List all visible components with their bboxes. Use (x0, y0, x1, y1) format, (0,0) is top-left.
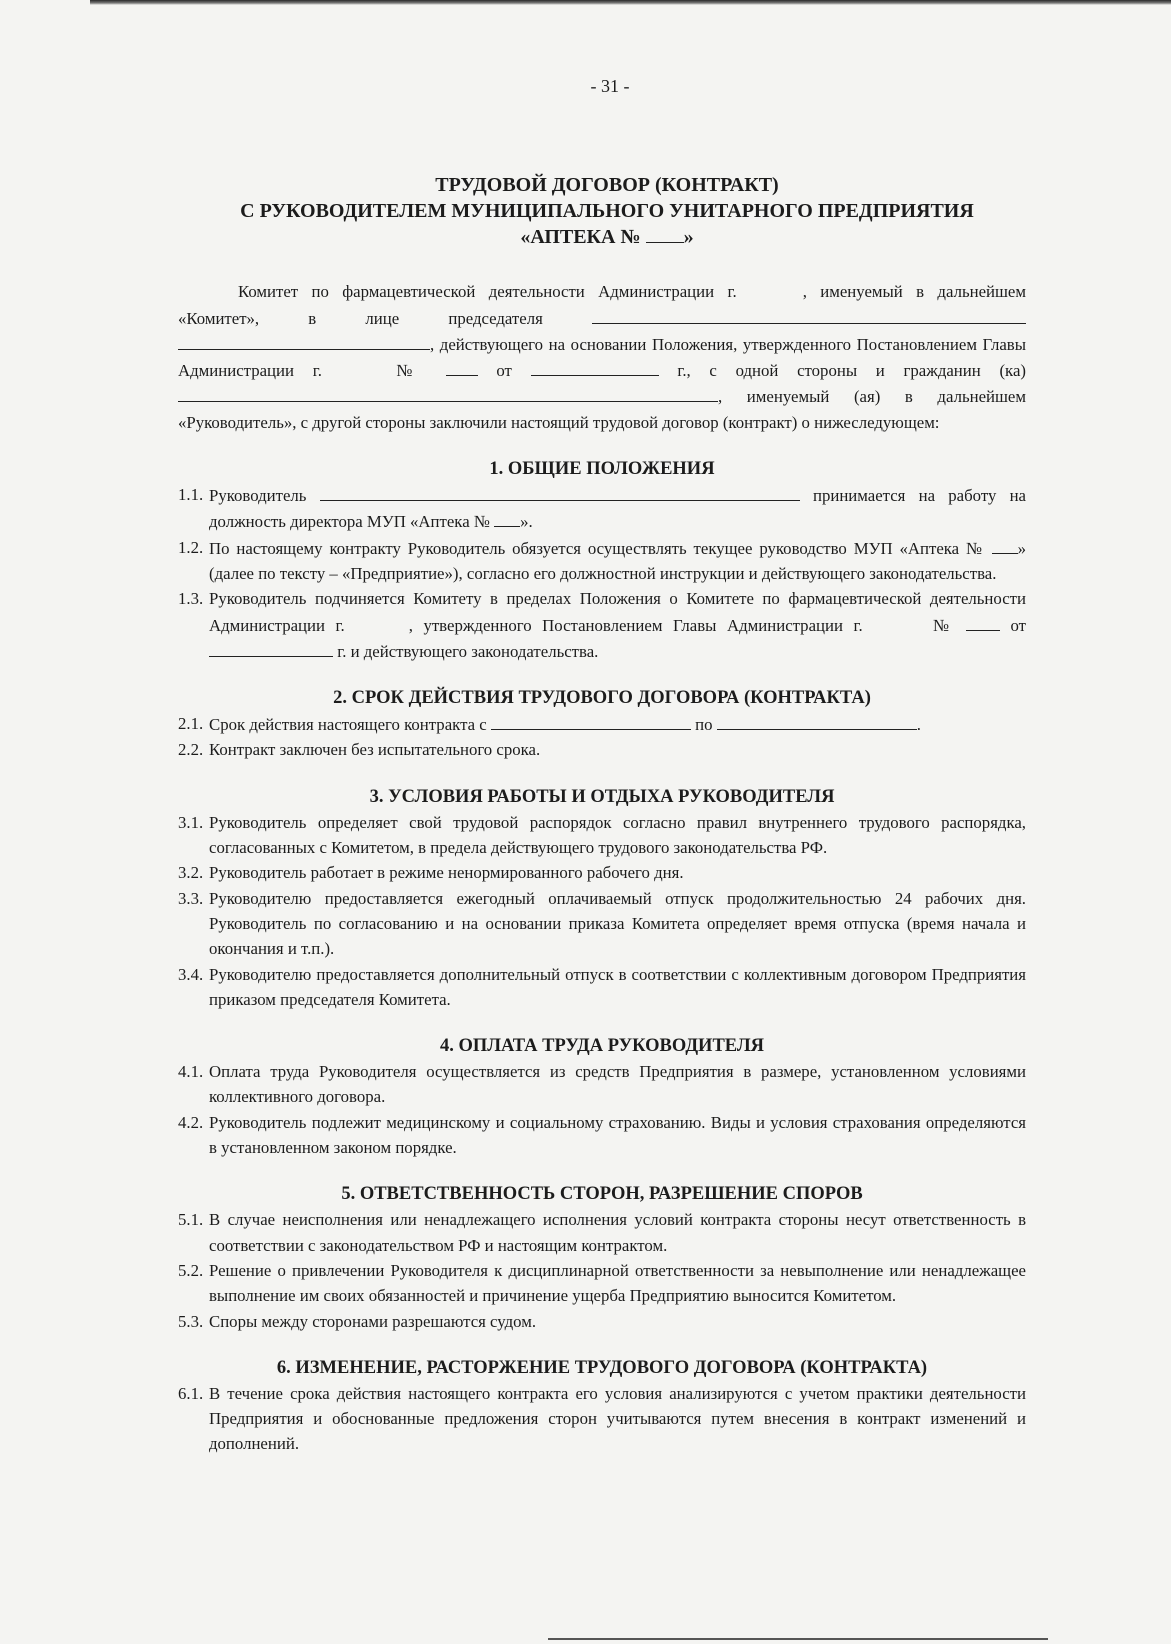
section-heading: 2. СРОК ДЕЙСТВИЯ ТРУДОВОГО ДОГОВОРА (КОНТРАКТА) (333, 688, 871, 709)
chairman-name-blank-2 (178, 331, 430, 350)
scan-top-edge (90, 0, 1171, 5)
resolution-date-blank (531, 357, 659, 376)
section-6 (178, 1356, 1026, 1457)
clause-3-4: 3.4. Руководителю предоставляется дополнительный отпуск в соответствии с коллективным договором Предприятия приказом председателя Комитета. (178, 964, 1026, 1009)
section-heading: 4. ОПЛАТА ТРУДА РУКОВОДИТЕЛЯ (439, 1036, 765, 1057)
clause-1-1: 1.1. Руководитель принимается на работу на должность директора МУП «Аптека № ». (178, 482, 1026, 535)
document-page (178, 74, 1026, 1457)
document-title (188, 172, 1026, 250)
pharmacy-number-blank (494, 508, 520, 527)
clause-1-2: 1.2. По настоящему контракту Руководитель обязуется осуществлять текущее руководство МУП «Аптека № » (далее по тексту – «Предприятие»), согласно его должностной инструкции и действующего законодательства. (178, 535, 1026, 587)
preamble-paragraph: Комитет по фармацевтической деятельности Администрации г. , именуемый в дальнейшем «Комитет», в лице председателя , действующего на основании Положения, утвержденного Постановлением Главы Администрации г. № от г., с одной стороны и гражданин (ка) , именуемый (ая) в дальнейшем «Руководитель», с другой стороны заключили настоящий трудовой договор (контракт) о нижеследующем: (178, 282, 1026, 432)
page-number: - 31 - (590, 76, 630, 96)
scan-bottom-edge (548, 1638, 1048, 1640)
clause-3-1: 3.1. Руководитель определяет свой трудовой распорядок согласно правил внутреннего трудового распорядка, согласованных с Комитетом, в предела действующего трудового законодательства РФ. (178, 812, 1026, 858)
title-line-3: «АПТЕКА № » (520, 226, 694, 249)
section-heading: 5. ОТВЕТСТВЕННОСТЬ СТОРОН, РАЗРЕШЕНИЕ СПОРОВ (341, 1184, 863, 1205)
clause-2-2: 2.2. Контракт заключен без испытательного срока. (178, 740, 541, 760)
title-line-2: С РУКОВОДИТЕЛЕМ МУНИЦИПАЛЬНОГО УНИТАРНОГО ПРЕДПРИЯТИЯ (240, 200, 974, 223)
resolution-number-blank (446, 357, 478, 376)
clause-4-1: 4.1. Оплата труда Руководителя осуществляется из средств Предприятия в размере, установленном условиями коллективного договора. (178, 1062, 1026, 1107)
clause-2-1: 2.1. Срок действия настоящего контракта с по . (178, 711, 1026, 737)
section-2 (178, 686, 1026, 763)
pharmacy-number-blank (992, 535, 1018, 554)
clause-3-2: 3.2. Руководитель работает в режиме ненормированного рабочего дня. (178, 863, 684, 883)
start-date-blank (491, 711, 691, 730)
clause-1-3: 1.3. Руководитель подчиняется Комитету в пределах Положения о Комитете по фармацевтической деятельности Администрации г. , утвержденного Постановлением Главы Администрации г. № от г. и действующего законодательства. (178, 589, 1027, 661)
director-name-blank (320, 482, 800, 501)
pharmacy-number-blank (646, 224, 684, 243)
clause-5-3: 5.3. Споры между сторонами разрешаются судом. (178, 1311, 537, 1331)
clause-4-2: 4.2. Руководитель подлежит медицинскому и социальному страхованию. Виды и условия страхования определяются в установленном законом порядке. (178, 1112, 1026, 1158)
section-heading: 1. ОБЩИЕ ПОЛОЖЕНИЯ (489, 459, 715, 480)
preamble (178, 279, 1026, 435)
section-1 (178, 457, 1026, 664)
chairman-name-blank (592, 305, 1026, 324)
section-4 (178, 1034, 1026, 1160)
clause-3-3: 3.3. Руководителю предоставляется ежегодный оплачиваемый отпуск продолжительностью 24 рабочих дня. Руководитель по согласованию и на основании приказа Комитета определяет время отпуска (время начала и окончания и т.п.). (178, 888, 1026, 959)
resolution-number-blank (966, 612, 1000, 631)
clause-5-2: 5.2. Решение о привлечении Руководителя к дисциплинарной ответственности за невыполнение или ненадлежащее выполнение им своих обязанностей и причинение ущерба Предприятию выносится Комитетом. (178, 1260, 1026, 1306)
clause-5-1: 5.1. В случае неисполнения или ненадлежащего исполнения условий контракта стороны несут ответственность в соответствии с законодательством РФ и настоящим контрактом. (178, 1210, 1026, 1255)
section-heading: 6. ИЗМЕНЕНИЕ, РАСТОРЖЕНИЕ ТРУДОВОГО ДОГОВОРА (КОНТРАКТА) (276, 1357, 928, 1378)
clause-6-1: 6.1. В течение срока действия настоящего контракта его условия анализируются с учетом практики деятельности Предприятия и обоснованные предложения сторон учитываются путем внесения в контракт изменений и дополнений. (178, 1383, 1026, 1454)
title-line-1: ТРУДОВОЙ ДОГОВОР (КОНТРАКТ) (435, 174, 779, 197)
section-heading: 3. УСЛОВИЯ РАБОТЫ И ОТДЫХА РУКОВОДИТЕЛЯ (369, 786, 835, 807)
citizen-name-blank (178, 383, 718, 402)
resolution-date-blank (209, 638, 333, 657)
section-5 (178, 1182, 1026, 1333)
end-date-blank (717, 711, 917, 730)
section-3 (178, 785, 1026, 1012)
